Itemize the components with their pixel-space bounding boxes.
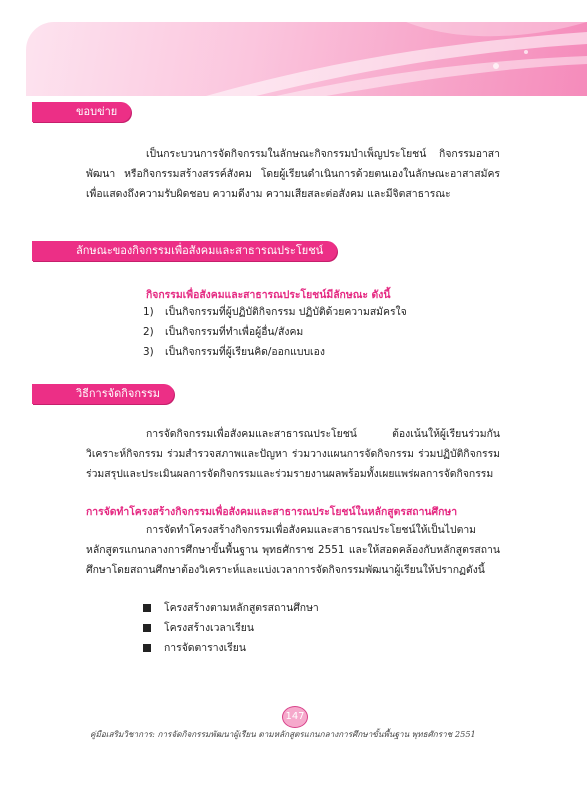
section-label-method: วิธีการจัดกิจกรรม xyxy=(32,384,174,404)
list-item: โครงสร้างเวลาเรียน xyxy=(143,618,319,638)
footer-text: คู่มือเสริมวิชาการ: การจัดกิจกรรมพัฒนาผู้เรียน ตามหลักสูตรแกนกลางการศึกษาขั้นพื้นฐาน พุทธศักราช 2551 xyxy=(90,729,476,739)
structure-paragraph xyxy=(86,520,500,580)
characteristics-list xyxy=(143,302,407,362)
square-bullet-icon xyxy=(143,644,151,652)
structure-bullet-list xyxy=(143,598,319,658)
structure-text: การจัดทำโครงสร้างกิจกรรมเพื่อสังคมและสาธารณประโยชน์ให้เป็นไปตามหลักสูตรแกนกลางการศึกษาขั้นพื้นฐาน พุทธศักราช 2551 และให้สอดคล้องกับหลักสูตรสถานศึกษาโดยสถานศึกษาต้องวิเคราะห์และแบ่งเวลาการจัดกิจกรรมพัฒนาผู้เรียนให้ปรากฏดังนี้ xyxy=(86,524,500,576)
list-item: 2) เป็นกิจกรรมที่ทำเพื่อผู้อื่น/สังคม xyxy=(143,326,304,338)
section-label-characteristics: ลักษณะของกิจกรรมเพื่อสังคมและสาธารณประโยชน์ xyxy=(32,241,337,261)
page-number: 147 xyxy=(282,706,308,728)
section-label-scope: ขอบข่าย xyxy=(32,102,131,122)
header-banner xyxy=(26,22,587,96)
list-item: 3) เป็นกิจกรรมที่ผู้เรียนคิด/ออกแบบเอง xyxy=(143,346,325,358)
list-item: โครงสร้างตามหลักสูตรสถานศึกษา xyxy=(143,598,319,618)
list-item: 1) เป็นกิจกรรมที่ผู้ปฏิบัติกิจกรรม ปฏิบัติด้วยความสมัครใจ xyxy=(143,306,407,318)
characteristics-subheading: กิจกรรมเพื่อสังคมและสาธารณประโยชน์มีลักษณะ ดังนี้ xyxy=(146,289,391,301)
structure-heading: การจัดทำโครงสร้างกิจกรรมเพื่อสังคมและสาธารณประโยชน์ในหลักสูตรสถานศึกษา xyxy=(86,506,458,518)
square-bullet-icon xyxy=(143,604,151,612)
square-bullet-icon xyxy=(143,624,151,632)
method-text: การจัดกิจกรรมเพื่อสังคมและสาธารณประโยชน์ ต้องเน้นให้ผู้เรียนร่วมกันวิเคราะห์กิจกรรม ร่วมสำรวจสภาพและปัญหา ร่วมวางแผนการจัดกิจกรรม ร่วมปฏิบัติกิจกรรม ร่วมสรุปและประเมินผลการจัดกิจกรรมและร่วมรายงานผลพร้อมทั้งเผยแพร่ผลการจัดกิจกรรม xyxy=(86,428,500,480)
scope-paragraph xyxy=(86,144,500,204)
method-paragraph xyxy=(86,424,500,484)
banner-waves xyxy=(26,22,587,96)
scope-text: เป็นกระบวนการจัดกิจกรรมในลักษณะกิจกรรมบำเพ็ญประโยชน์ กิจกรรมอาสาพัฒนา หรือกิจกรรมสร้างสรรค์สังคม โดยผู้เรียนดำเนินการด้วยตนเองในลักษณะอาสาสมัครเพื่อแสดงถึงความรับผิดชอบ ความดีงาม ความเสียสละต่อสังคม และมีจิตสาธารณะ xyxy=(86,148,500,200)
list-item: การจัดตารางเรียน xyxy=(143,638,319,658)
